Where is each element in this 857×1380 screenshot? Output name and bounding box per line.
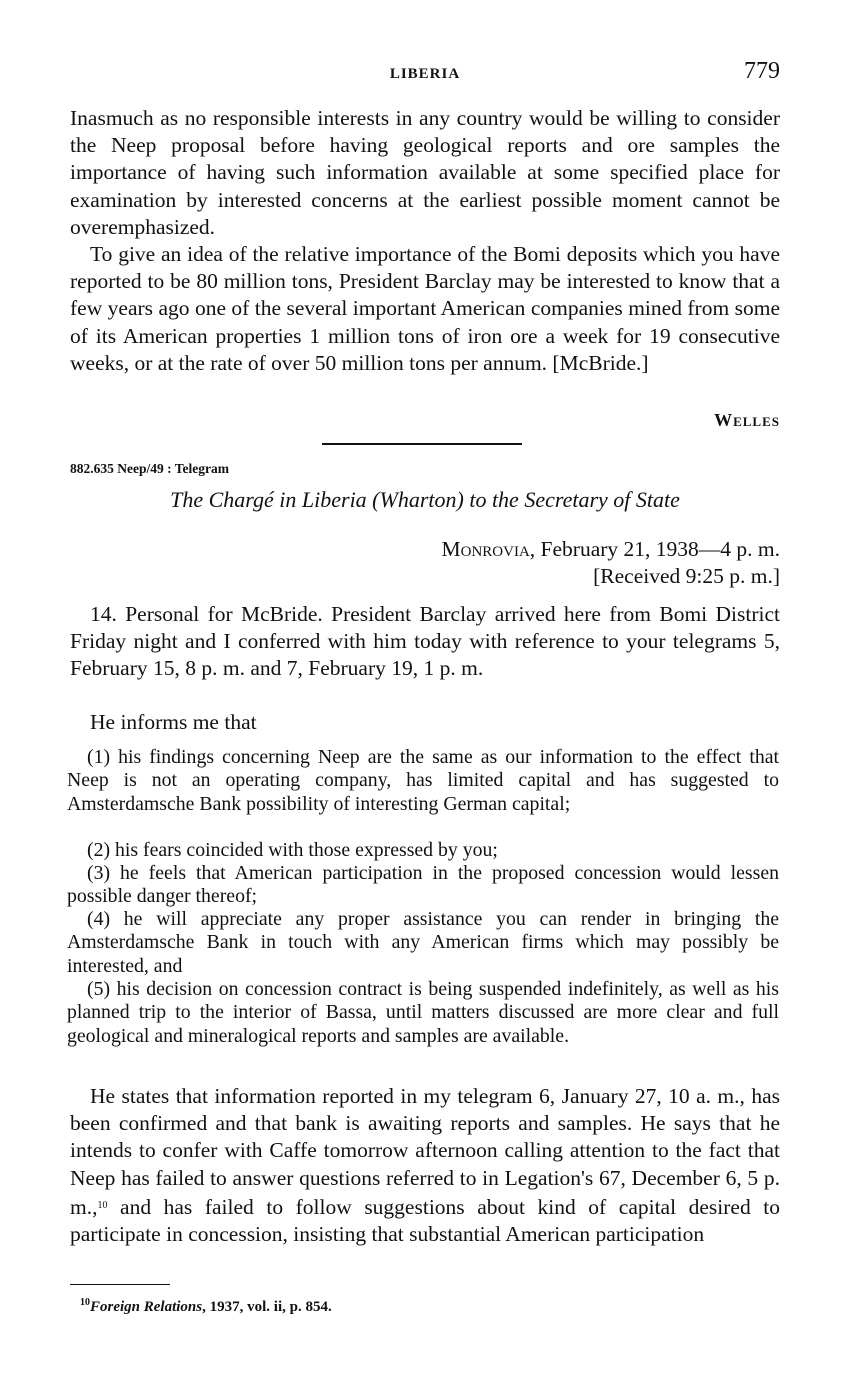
dateline-place: Monrovia: [441, 537, 530, 561]
received-line: [Received 9:25 p. m.]: [593, 564, 780, 588]
list-item-1: (1) his findings concerning Neep are the same as our information to the effect that Neep is not an operating company, has limited capital and has suggested to Amsterdamsche Bank possibility of interesting German capital;: [67, 746, 779, 815]
running-head: [70, 58, 780, 86]
list-item-5: (5) his decision on concession contract is being suspended indefinitely, as well as his planned trip to the interior of Bassa, until matters discussed are more clear and full geological and mineralogical reports and samples are available.: [67, 978, 779, 1047]
footnote-citation: , 1937, vol. ii, p. 854.: [202, 1299, 332, 1315]
page-number: 779: [744, 58, 780, 84]
dateline-date: , February 21, 1938—4 p. m.: [529, 537, 780, 561]
paragraph-inasmuch: Inasmuch as no responsible interests in any country would be willing to consider the Neep proposal before having geological reports and ore samples the importance of having such information available at some specified place for examination by interested concerns at the earliest possible moment cannot be overemphasized.: [70, 106, 780, 239]
footnote: [80, 1297, 332, 1316]
list-item-4: (4) he will appreciate any proper assistance you can render in bringing the Amsterdamsche Bank in touch with any American firms which may possibly be interested, and: [67, 908, 779, 977]
file-reference: 882.635 Neep/49 : Telegram: [70, 461, 229, 476]
paragraph-he-states-continued: and has failed to follow suggestions about kind of capital desired to participate in concession, insisting that substantial American participation: [70, 1194, 780, 1247]
paragraph-personal-for-mcbride: 14. Personal for McBride. President Barclay arrived here from Bomi District Friday night and I conferred with him today with reference to your telegrams 5, February 15, 8 p. m. and 7, February 19, 1 p. m.: [70, 602, 780, 681]
footnote-title: Foreign Relations: [90, 1299, 203, 1315]
section-divider: [322, 443, 522, 445]
paragraph-he-states-text: He states that information reported in my telegram 6, January 27, 10 a. m., has been confirmed and that bank is awaiting reports and samples. He says that he intends to confer with Caffe tomorrow afternoon calling attention to the fact that Neep has failed to answer questions referred to in Legation's 67, December 6, 5 p. m.,: [70, 1084, 780, 1219]
paragraph-he-informs: He informs me that: [90, 710, 257, 734]
list-item-2: (2) his fears coincided with those expressed by you;: [87, 839, 498, 861]
list-item-3: (3) he feels that American participation in the proposed concession would lessen possible danger thereof;: [67, 862, 779, 908]
document-heading: The Chargé in Liberia (Wharton) to the Secretary of State: [170, 487, 680, 512]
dateline: [442, 537, 781, 562]
running-title: LIBERIA: [389, 66, 461, 82]
footnote-rule: [70, 1284, 170, 1285]
footnote-reference: 10: [97, 1199, 108, 1211]
footnote-marker: 10: [80, 1297, 90, 1308]
paragraph-bomi-deposits: To give an idea of the relative importance of the Bomi deposits which you have reported to be 80 million tons, President Barclay may be interested to know that a few years ago one of the several important American companies mined from some of its American properties 1 million tons of iron ore a week for 19 consecutive weeks, or at the rate of over 50 million tons per annum. [McBride.]: [70, 242, 780, 375]
signature-welles: Welles: [714, 410, 780, 430]
paragraph-he-states: [70, 1083, 780, 1248]
